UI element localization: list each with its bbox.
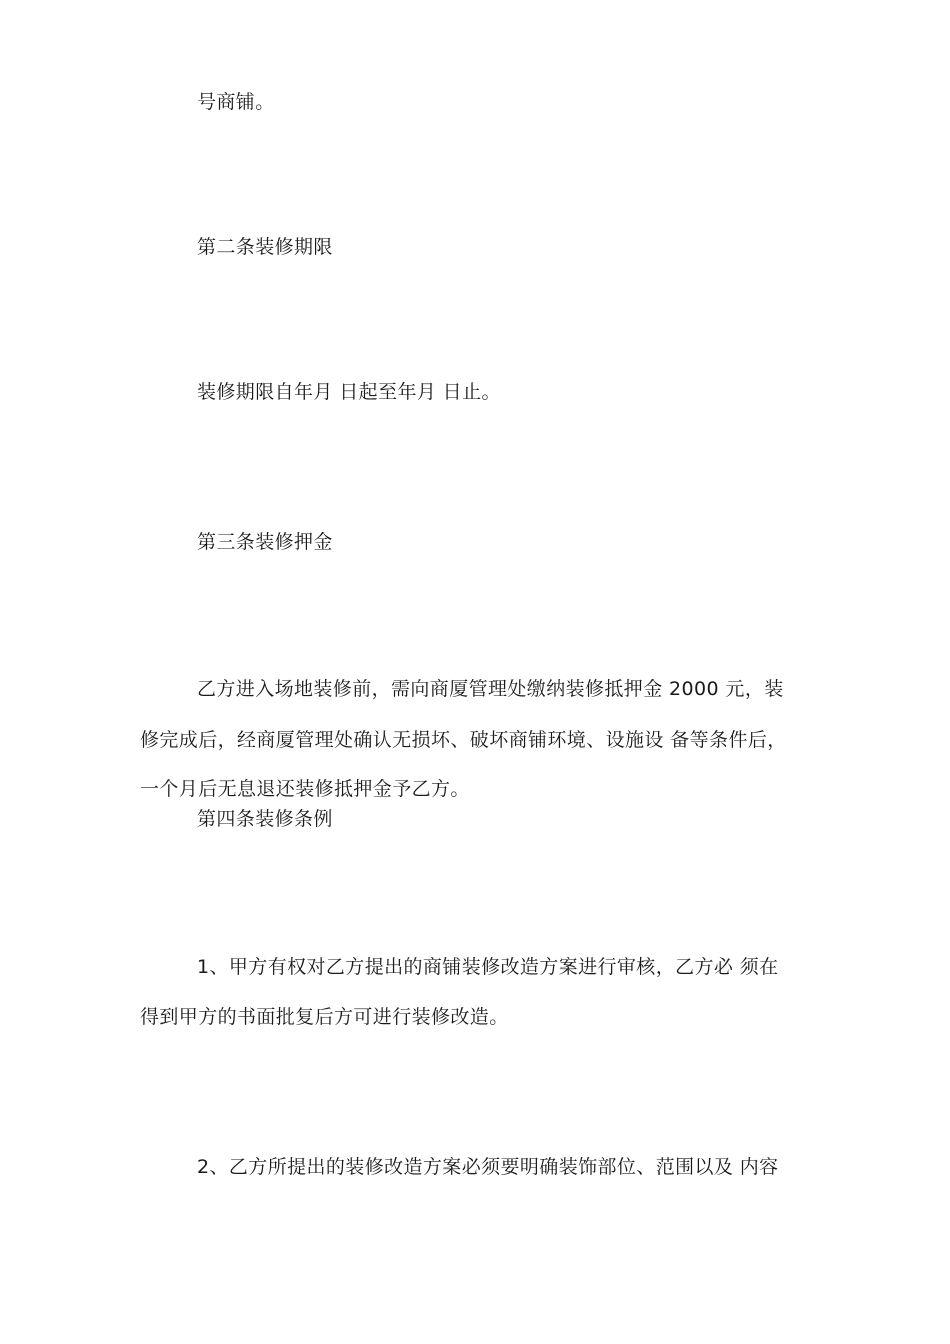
text-line-deposit-2: 修完成后，经商厦管理处确认无损坏、破坏商铺环境、设施设 备等条件后，: [140, 729, 787, 751]
text-line-shop: 号商铺。: [197, 91, 275, 113]
text-line-deposit-1: 乙方进入场地装修前，需向商厦管理处缴纳装修抵押金 2000 元，装: [197, 678, 784, 700]
section-heading-regulations: 第四条装修条例: [197, 808, 333, 830]
text-line-rule-2: 2、乙方所提出的装修改造方案必须要明确装饰部位、范围以及 内容: [197, 1156, 779, 1178]
text-line-rule-1b: 得到甲方的书面批复后方可进行装修改造。: [140, 1006, 509, 1028]
text-line-rule-1a: 1、甲方有权对乙方提出的商铺装修改造方案进行审核，乙方必 须在: [197, 956, 779, 978]
section-heading-decoration-period: 第二条装修期限: [197, 236, 333, 258]
section-heading-deposit: 第三条装修押金: [197, 531, 333, 553]
text-line-period: 装修期限自年月 日起至年月 日止。: [197, 381, 501, 403]
text-line-deposit-3: 一个月后无息退还装修抵押金予乙方。: [140, 778, 470, 800]
